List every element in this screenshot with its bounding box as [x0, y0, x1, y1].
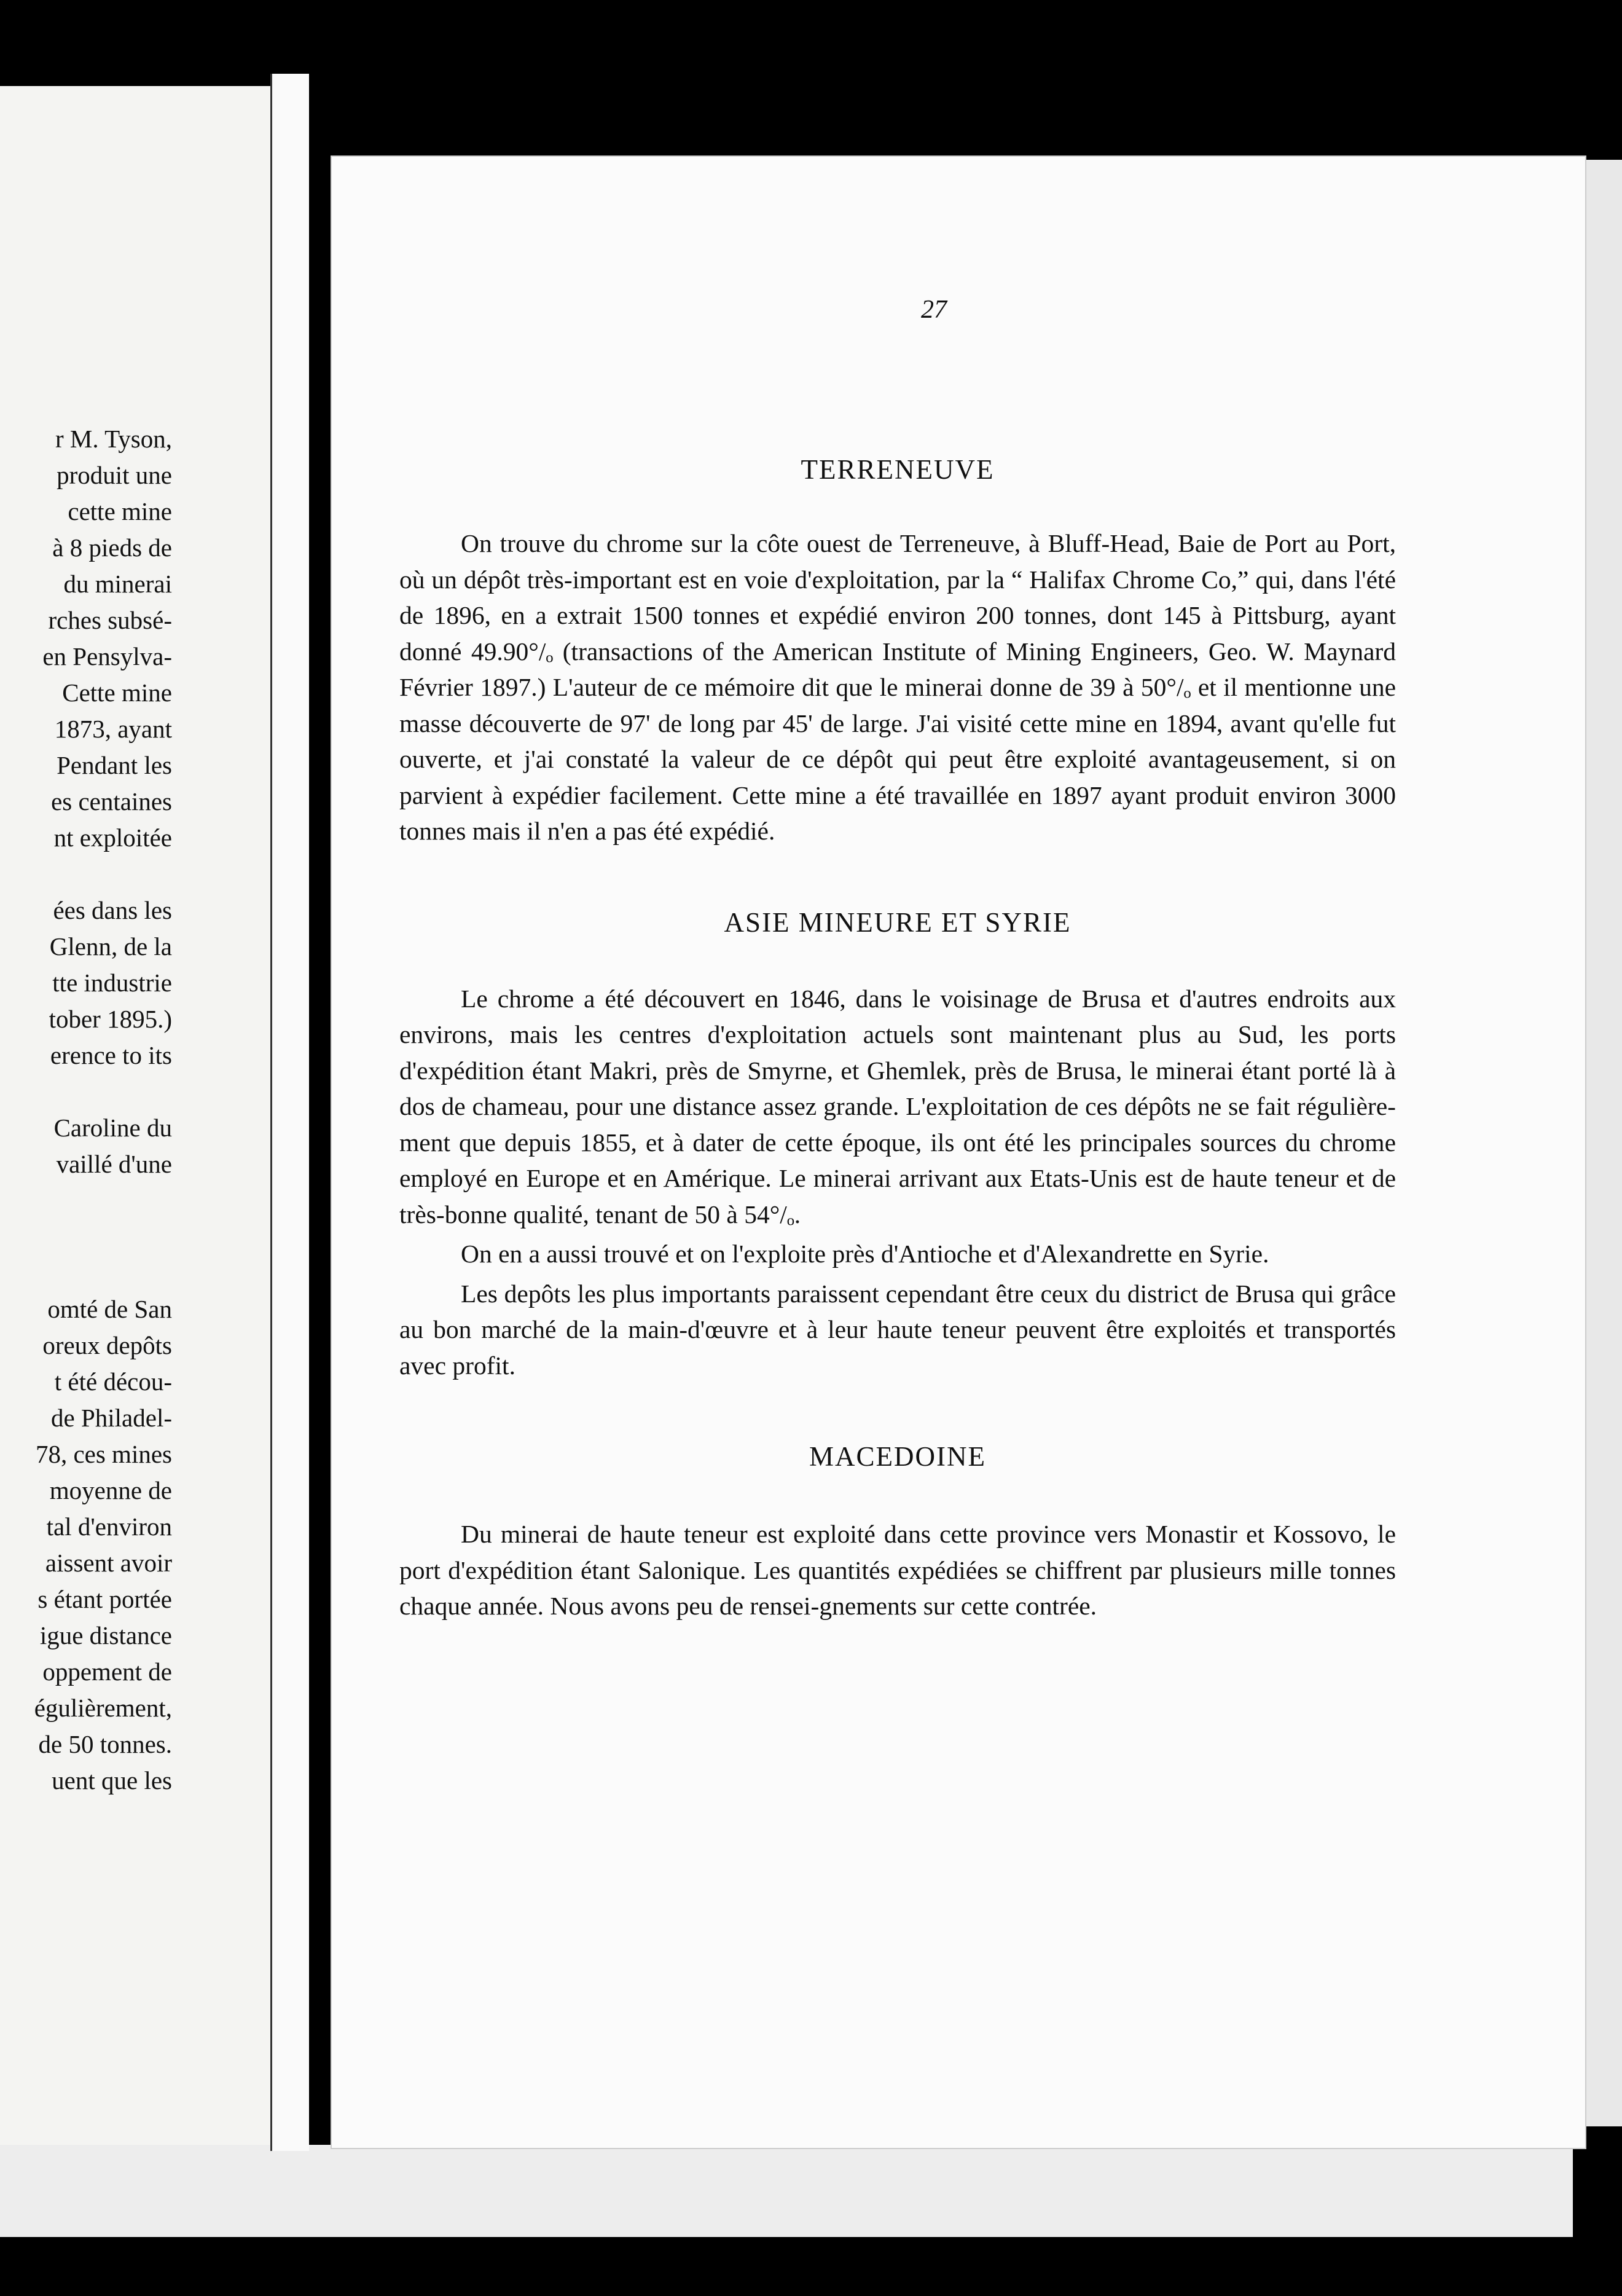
- left-line: [34, 1074, 172, 1110]
- left-line: s étant portée: [37, 1585, 172, 1613]
- background-strip: [0, 2145, 1573, 2237]
- left-line: de 50 tonnes.: [38, 1730, 172, 1758]
- left-line: 78, ces mines: [35, 1440, 172, 1468]
- next-page-edge: [1585, 160, 1622, 2126]
- section-terreneuve: [399, 452, 1396, 849]
- section-macedoine: [399, 1439, 1396, 1624]
- left-line: [34, 1182, 172, 1219]
- left-line: erence to its: [50, 1041, 172, 1069]
- left-line: [34, 856, 172, 892]
- left-line: igue distance: [39, 1621, 172, 1649]
- left-line: oreux depôts: [42, 1331, 172, 1359]
- left-line: rches subsé-: [48, 606, 172, 634]
- paragraph: Du minerai de haute teneur est exploité dans cette province vers Monastir et Kossovo, le port d'expédition étant Salonique. Les quantités expédiées se chiffrent par plusieurs mille tonnes chaque année. Nous avons peu de rensei-gnements sur cette contrée.: [399, 1520, 1396, 1620]
- left-line: [34, 1219, 172, 1255]
- left-line: vaillé d'une: [56, 1150, 172, 1178]
- left-line: r M. Tyson,: [55, 425, 172, 453]
- left-line: égulièrement,: [34, 1694, 172, 1722]
- left-line: es centaines: [51, 787, 172, 816]
- section-heading: ASIE MINEURE ET SYRIE: [724, 906, 1072, 938]
- left-line: de Philadel-: [51, 1404, 172, 1432]
- previous-page-text: [34, 421, 172, 1799]
- left-line: tal d'environ: [46, 1512, 172, 1541]
- left-line: cette mine: [68, 497, 172, 525]
- paragraph: On en a aussi trouvé et on l'exploite près d'Antioche et d'Alexandrette en Syrie.: [461, 1240, 1269, 1268]
- page-number: 27: [921, 296, 947, 324]
- left-line: en Pensylva-: [42, 642, 172, 670]
- left-line: produit une: [57, 461, 172, 489]
- left-line: Glenn, de la: [49, 932, 172, 961]
- left-line: moyenne de: [49, 1476, 172, 1504]
- section-heading: TERRENEUVE: [801, 454, 995, 485]
- left-line: ées dans les: [53, 896, 172, 924]
- main-page: [332, 157, 1585, 2148]
- left-line: Pendant les: [57, 751, 172, 779]
- section-asie-mineure: [399, 905, 1396, 1384]
- left-line: oppement de: [42, 1657, 172, 1686]
- left-line: du minerai: [63, 570, 172, 598]
- left-line: t été décou-: [54, 1367, 172, 1396]
- page-gutter: [270, 74, 309, 2151]
- paragraph: On trouve du chrome sur la côte ouest de Terreneuve, à Bluff-Head, Baie de Port au Port, où un dépôt très-important est en voie d'exploitation, par la “ Halifax Chrome Co,” qui, dans l'été de 1896, en a extrait 1500 tonnes et expédié environ 200 tonnes, dont 145 à Pittsburg, ayant donné 49.90°/ₒ (transactions of the American Institute of Mining Engineers, Geo. W. Maynard Février 1897.) L'auteur de ce mémoire dit que le minerai donne de 39 à 50°/ₒ et il mentionne une masse découverte de 97' de long par 45' de large. J'ai visité cette mine en 1894, avant qu'elle fut ouverte, et j'ai constaté la valeur de ce dépôt qui peut être exploité avantageusement, si on parvient à expédier facilement. Cette mine a été travaillée en 1897 ayant produit environ 3000 tonnes mais il n'en a pas été expédié.: [399, 529, 1396, 845]
- section-heading: MACEDOINE: [809, 1441, 986, 1472]
- left-line: 1873, ayant: [54, 715, 172, 743]
- left-line: uent que les: [52, 1766, 172, 1795]
- left-line: tober 1895.): [49, 1005, 172, 1033]
- page-content: [399, 298, 1396, 1624]
- left-line: nt exploitée: [53, 824, 172, 852]
- left-line: Caroline du: [53, 1114, 172, 1142]
- left-line: à 8 pieds de: [52, 533, 172, 562]
- left-line: aissent avoir: [45, 1549, 172, 1577]
- left-line: tte industrie: [52, 969, 172, 997]
- left-line: Cette mine: [62, 678, 172, 707]
- left-line: omté de San: [47, 1295, 172, 1323]
- paragraph: Les depôts les plus importants paraissent cependant être ceux du district de Brusa qui grâce au bon marché de la main-d'œuvre et à leur haute teneur peuvent être exploités et transportés avec profit.: [399, 1279, 1396, 1380]
- previous-page: [0, 86, 289, 2145]
- left-line: [34, 1255, 172, 1291]
- paragraph: Le chrome a été découvert en 1846, dans le voisinage de Brusa et d'autres endroits aux environs, mais les centres d'exploitation actuels sont maintenant plus au Sud, les ports d'expédition étant Makri, près de Smyrne, et Ghemlek, près de Brusa, le minerai étant porté là à dos de chameau, pour une distance assez grande. L'exploitation de ces dépôts ne se fait régulière-ment que depuis 1855, et à dater de cette époque, ils ont été les principales sources du chrome employé en Europe et en Amérique. Le minerai arrivant aux Etats-Unis est de haute teneur et de très-bonne qualité, tenant de 50 à 54°/ₒ.: [399, 984, 1396, 1229]
